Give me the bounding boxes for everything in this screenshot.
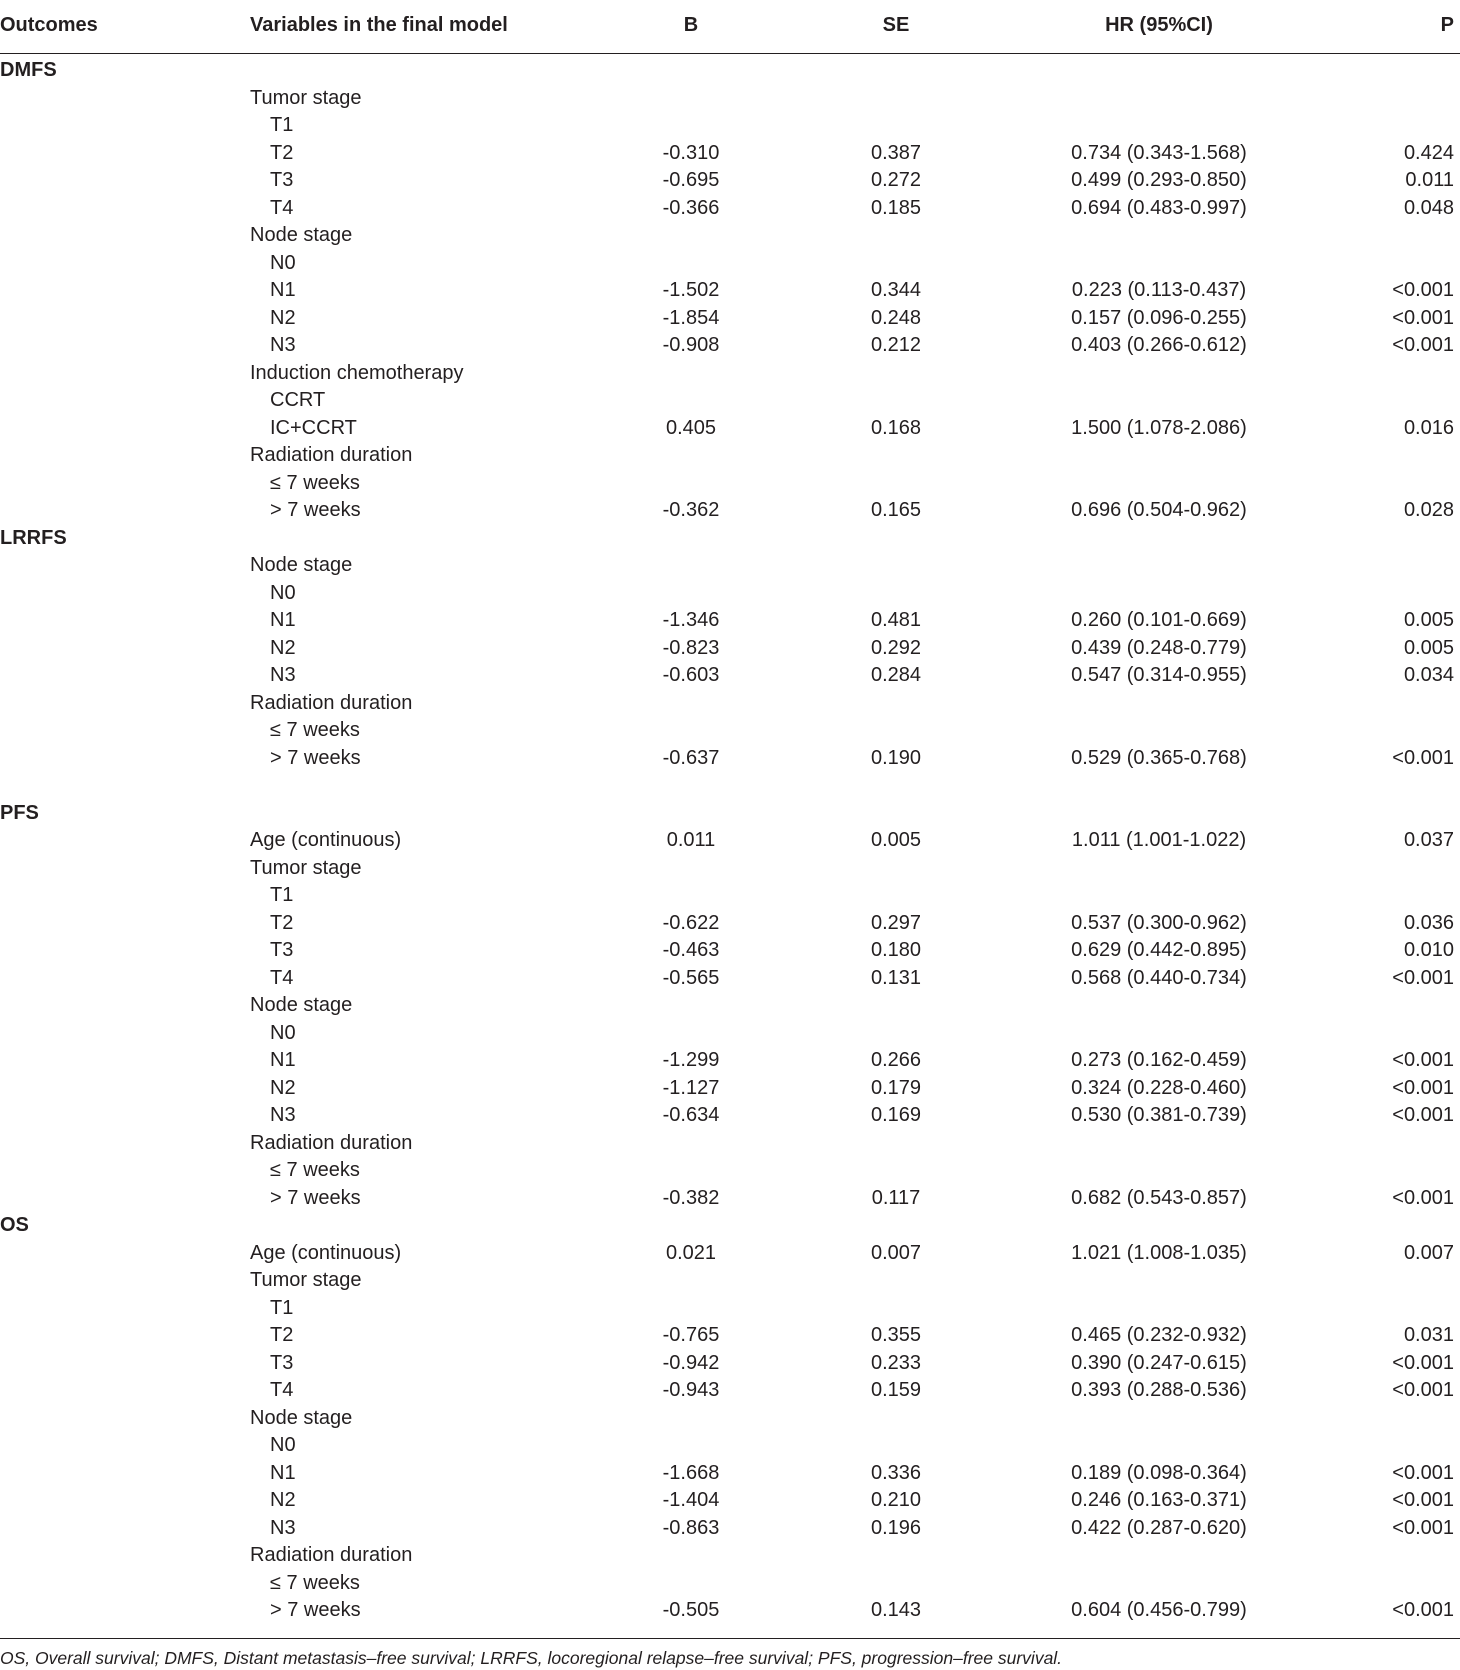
hr-cell: 0.694 (0.483-0.997) [1071,196,1247,219]
p-cell: 0.424 [1403,141,1454,164]
variable-cell: Induction chemotherapy [250,361,464,384]
p-cell: <0.001 [1392,1489,1454,1511]
variable-cell: > 7 weeks [270,746,361,769]
table-row [0,1158,1460,1186]
table-row [0,1186,1460,1214]
se-cell: 0.117 [871,1186,921,1209]
se-cell: 0.336 [870,1461,922,1484]
b-cell: -0.463 [662,939,720,961]
variable-cell: ≤ 7 weeks [270,471,360,494]
p-cell: 0.010 [1403,939,1454,961]
table-row [0,1241,1460,1269]
table-footnote: OS, Overall survival; DMFS, Distant metastasis–free survival; LRRFS, locoregional relapse–free survival; PFS, progression–free survival. [0,1648,1063,1668]
b-cell: 0.405 [665,416,717,439]
se-cell: 0.005 [870,829,922,851]
se-cell: 0.185 [870,196,922,219]
b-cell: 0.021 [665,1241,717,1264]
table-row [0,1103,1460,1131]
se-cell: 0.297 [870,911,922,934]
p-cell: <0.001 [1392,306,1454,329]
table-row [0,608,1460,636]
variable-cell: N0 [270,581,296,604]
table-row [0,1021,1460,1049]
variable-cell: T2 [270,1324,294,1346]
table-row [0,1213,1460,1241]
variable-cell: T1 [270,884,294,906]
hr-cell: 0.324 (0.228-0.460) [1071,1076,1247,1099]
p-cell: <0.001 [1392,334,1454,356]
hr-cell: 0.422 (0.287-0.620) [1071,1516,1247,1539]
table-row [0,553,1460,581]
table-row [0,333,1460,361]
variable-cell: Radiation duration [250,691,413,714]
p-cell: <0.001 [1392,1461,1454,1484]
table-row [0,1131,1460,1159]
table-row [0,1378,1460,1406]
b-cell: -0.362 [662,499,720,521]
hr-cell: 0.189 (0.098-0.364) [1071,1461,1247,1484]
hr-cell: 0.393 (0.288-0.536) [1071,1379,1247,1401]
p-cell: 0.036 [1403,911,1454,934]
se-cell: 0.248 [870,306,922,329]
variable-cell: Node stage [250,554,353,576]
hr-cell: 0.529 (0.365-0.768) [1071,746,1247,769]
b-cell: -1.502 [662,279,720,301]
p-cell: <0.001 [1392,1599,1454,1621]
p-cell: <0.001 [1392,1186,1454,1209]
header-b: B [683,14,699,36]
p-cell: 0.005 [1403,609,1454,631]
table-row [0,773,1460,801]
variable-cell: Radiation duration [250,1544,413,1566]
variable-cell: IC+CCRT [270,416,357,439]
variable-cell: T4 [270,966,294,989]
table-row [0,911,1460,939]
hr-cell: 1.011 (1.001-1.022) [1071,829,1247,851]
se-cell: 0.180 [870,939,922,961]
hr-cell: 1.021 (1.008-1.035) [1071,1241,1247,1264]
variable-cell: > 7 weeks [270,1186,361,1209]
variable-cell: N1 [270,1461,296,1484]
se-cell: 0.355 [870,1324,922,1346]
hr-cell: 0.682 (0.543-0.857) [1071,1186,1247,1209]
se-cell: 0.165 [870,499,922,521]
table-row [0,746,1460,774]
hr-cell: 0.537 (0.300-0.962) [1071,911,1247,934]
p-cell: <0.001 [1392,279,1454,301]
table-row [0,1571,1460,1599]
variable-cell: T4 [270,196,294,219]
table-row [0,498,1460,526]
header-se: SE [882,14,910,36]
variable-cell: N2 [270,1489,296,1511]
hr-cell: 0.499 (0.293-0.850) [1071,169,1247,191]
hr-cell: 0.439 (0.248-0.779) [1071,636,1247,659]
variable-cell: ≤ 7 weeks [270,1159,360,1181]
p-cell: <0.001 [1392,1104,1454,1126]
table-row [0,993,1460,1021]
b-cell: -1.346 [662,609,720,631]
p-cell: 0.016 [1403,416,1454,439]
b-cell: -0.366 [662,196,720,219]
table-row [0,196,1460,224]
b-cell: 0.011 [666,829,716,851]
b-cell: -1.127 [662,1076,720,1099]
variable-cell: N2 [270,636,296,659]
variable-cell: N0 [270,1021,296,1044]
header-rule [0,53,1460,54]
hr-cell: 0.465 (0.232-0.932) [1071,1324,1247,1346]
variable-cell: N0 [270,251,296,274]
p-cell: <0.001 [1392,1076,1454,1099]
header-variables: Variables in the final model [250,14,508,36]
header-outcomes: Outcomes [0,14,98,36]
outcome-cell: PFS [0,801,39,824]
table-row [0,1406,1460,1434]
b-cell: -0.765 [662,1324,720,1346]
table-row [0,416,1460,444]
table-row [0,306,1460,334]
hr-cell: 0.403 (0.266-0.612) [1071,334,1247,356]
table-row [0,828,1460,856]
p-cell: <0.001 [1392,1351,1454,1374]
variable-cell: > 7 weeks [270,1599,361,1621]
variable-cell: T4 [270,1379,294,1401]
table-row [0,361,1460,389]
p-cell: <0.001 [1392,966,1454,989]
hr-cell: 0.273 (0.162-0.459) [1071,1049,1247,1071]
p-cell: 0.007 [1403,1241,1454,1264]
p-cell: 0.031 [1403,1324,1454,1346]
variable-cell: Tumor stage [250,856,362,879]
table-row [0,443,1460,471]
table-row [0,223,1460,251]
b-cell: -0.942 [662,1351,720,1374]
variable-cell: N3 [270,1516,296,1539]
variable-cell: N1 [270,1049,296,1071]
se-cell: 0.481 [870,609,922,631]
se-cell: 0.159 [870,1379,922,1401]
table-row [0,1296,1460,1324]
table-row [0,856,1460,884]
variable-cell: T2 [270,911,294,934]
p-cell: 0.048 [1403,196,1454,219]
hr-cell: 0.260 (0.101-0.669) [1071,609,1247,631]
hr-cell: 0.696 (0.504-0.962) [1071,499,1247,521]
se-cell: 0.131 [870,966,922,989]
table-row [0,58,1460,86]
variable-cell: N2 [270,306,296,329]
se-cell: 0.190 [870,746,922,769]
variable-cell: T2 [270,141,294,164]
p-cell: 0.028 [1403,499,1454,521]
table-row [0,471,1460,499]
bottom-rule [0,1638,1460,1639]
se-cell: 0.292 [870,636,922,659]
variable-cell: N2 [270,1076,296,1099]
variable-cell: N1 [270,279,296,301]
p-cell: 0.037 [1403,829,1454,851]
p-cell: 0.005 [1403,636,1454,659]
hr-cell: 0.547 (0.314-0.955) [1071,664,1247,686]
se-cell: 0.007 [870,1241,922,1264]
table-row [0,581,1460,609]
se-cell: 0.344 [870,279,922,301]
se-cell: 0.179 [870,1076,922,1099]
table-row [0,636,1460,664]
variable-cell: Age (continuous) [250,1241,402,1264]
p-cell: <0.001 [1392,746,1454,769]
variable-cell: N1 [270,609,296,631]
table-row [0,1461,1460,1489]
variable-cell: Node stage [250,1406,353,1429]
hr-cell: 0.246 (0.163-0.371) [1071,1489,1247,1511]
table-row [0,663,1460,691]
header-hr: HR (95%CI) [1105,14,1213,36]
se-cell: 0.387 [870,141,922,164]
se-cell: 0.272 [870,169,922,191]
p-cell: 0.011 [1405,169,1454,191]
table-row [0,1433,1460,1461]
table-row [0,278,1460,306]
table-row [0,1543,1460,1571]
table-row [0,86,1460,114]
b-cell: -0.695 [662,169,720,191]
hr-cell: 0.734 (0.343-1.568) [1071,141,1247,164]
b-cell: -0.382 [662,1186,720,1209]
table-row [0,883,1460,911]
se-cell: 0.266 [870,1049,922,1071]
b-cell: -0.943 [662,1379,720,1401]
b-cell: -0.823 [662,636,720,659]
variable-cell: N3 [270,1104,296,1126]
hr-cell: 0.157 (0.096-0.255) [1071,306,1247,329]
table-row [0,801,1460,829]
table-row [0,1323,1460,1351]
se-cell: 0.143 [870,1599,922,1621]
hr-cell: 0.629 (0.442-0.895) [1071,939,1247,961]
b-cell: -1.668 [662,1461,720,1484]
table-row [0,718,1460,746]
b-cell: -0.634 [662,1104,720,1126]
variable-cell: T3 [270,1351,294,1374]
outcome-cell: LRRFS [0,526,67,549]
table-row [0,1351,1460,1379]
header-p: P [1440,14,1454,36]
variable-cell: N3 [270,334,296,356]
se-cell: 0.168 [870,416,922,439]
se-cell: 0.212 [870,334,922,356]
variable-cell: N0 [270,1434,296,1456]
hr-cell: 1.500 (1.078-2.086) [1071,416,1247,439]
se-cell: 0.196 [870,1516,922,1539]
table-row [0,388,1460,416]
b-cell: -0.908 [662,334,720,356]
b-cell: -0.622 [662,911,720,934]
hr-cell: 0.568 (0.440-0.734) [1071,966,1247,989]
variable-cell: Tumor stage [250,86,362,109]
table-row [0,691,1460,719]
table-row [0,526,1460,554]
variable-cell: T3 [270,939,294,961]
table-row [0,168,1460,196]
hr-cell: 0.223 (0.113-0.437) [1071,279,1247,301]
table-row [0,1048,1460,1076]
table-row [0,113,1460,141]
variable-cell: T1 [270,114,294,136]
table-row [0,141,1460,169]
hr-cell: 0.390 (0.247-0.615) [1071,1351,1247,1374]
table-row [0,938,1460,966]
table-header [0,0,1460,54]
variable-cell: Tumor stage [250,1269,362,1291]
variable-cell: Radiation duration [250,1131,413,1154]
se-cell: 0.233 [870,1351,922,1374]
variable-cell: Node stage [250,224,353,246]
variable-cell: CCRT [270,389,326,411]
b-cell: -1.404 [662,1489,720,1511]
p-cell: <0.001 [1392,1379,1454,1401]
b-cell: -1.854 [662,306,720,329]
table-row [0,1516,1460,1544]
variable-cell: T3 [270,169,294,191]
table-row [0,1268,1460,1296]
se-cell: 0.169 [870,1104,922,1126]
hr-cell: 0.604 (0.456-0.799) [1071,1599,1247,1621]
b-cell: -0.603 [662,664,720,686]
variable-cell: ≤ 7 weeks [270,1571,360,1594]
b-cell: -1.299 [662,1049,720,1071]
variable-cell: > 7 weeks [270,499,361,521]
b-cell: -0.637 [662,746,720,769]
variable-cell: N3 [270,664,296,686]
se-cell: 0.210 [870,1489,922,1511]
table-row [0,1076,1460,1104]
table-row [0,966,1460,994]
variable-cell: Age (continuous) [250,829,402,851]
se-cell: 0.284 [870,664,922,686]
table-row [0,1488,1460,1516]
b-cell: -0.505 [662,1599,720,1621]
table-row [0,251,1460,279]
table-row [0,1598,1460,1626]
b-cell: -0.863 [662,1516,720,1539]
outcome-cell: OS [0,1214,29,1236]
variable-cell: Node stage [250,994,353,1016]
p-cell: <0.001 [1392,1516,1454,1539]
p-cell: <0.001 [1392,1049,1454,1071]
b-cell: -0.565 [662,966,720,989]
outcome-cell: DMFS [0,59,57,81]
variable-cell: ≤ 7 weeks [270,719,360,741]
variable-cell: T1 [270,1296,294,1319]
variable-cell: Radiation duration [250,444,413,466]
b-cell: -0.310 [662,141,720,164]
p-cell: 0.034 [1403,664,1454,686]
hr-cell: 0.530 (0.381-0.739) [1071,1104,1247,1126]
